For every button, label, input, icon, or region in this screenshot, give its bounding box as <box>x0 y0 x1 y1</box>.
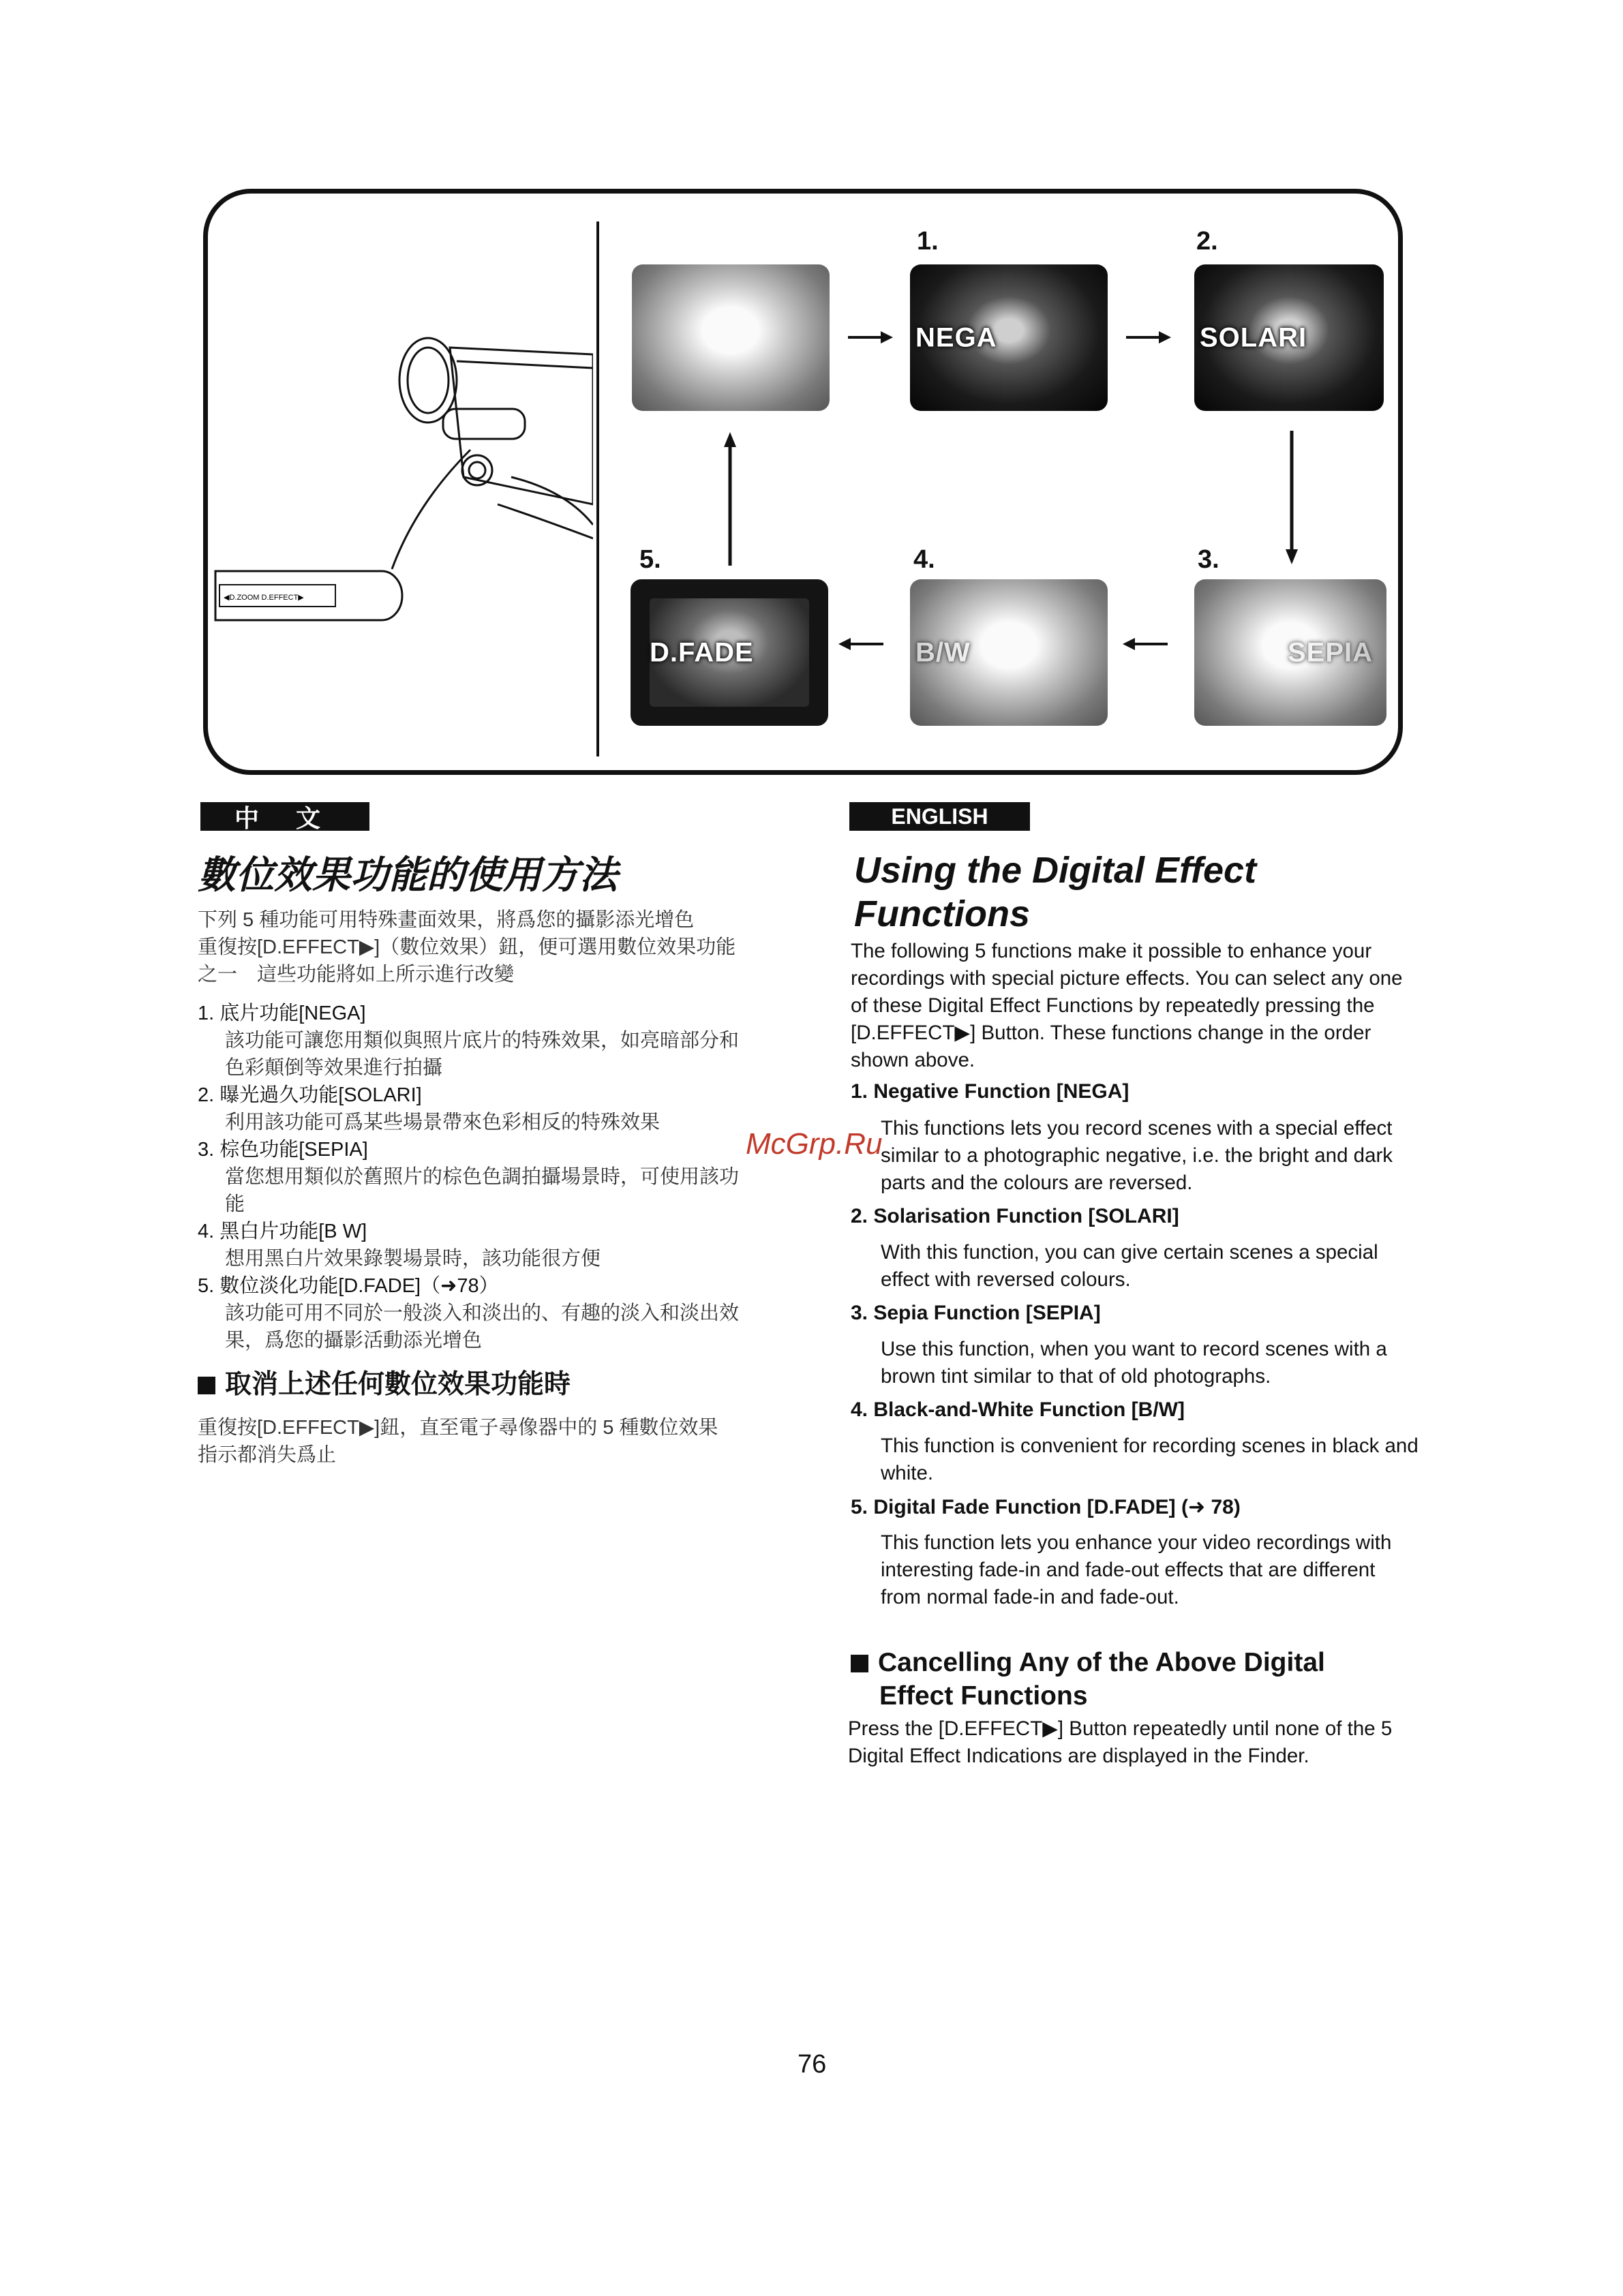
chinese-cancel-heading <box>198 1363 571 1401</box>
chinese-cancel-body: 指示都消失爲止 <box>198 1444 337 1466</box>
english-cancel-heading-text: Effect Functions <box>879 1681 1088 1711</box>
english-item-body: This function is convenient for recording scenes in black and white. <box>881 1435 1419 1484</box>
english-item-title: 4. Black-and-White Function [B/W] <box>851 1398 1185 1421</box>
english-item-body: With this function, you can give certain scenes a special effect with reversed colours. <box>881 1241 1378 1291</box>
arrow-right-1 <box>847 327 894 348</box>
arrow-down <box>1281 429 1302 566</box>
arrow-up <box>720 431 740 567</box>
chinese-item-body: 該功能可讓您用類似與照片底片的特殊效果，如亮暗部分和 <box>225 1030 740 1052</box>
effect-label-bw: B/W <box>915 637 971 667</box>
chinese-item-title: 4. 黑白片功能[B W] <box>198 1221 367 1242</box>
camcorder-illustration <box>211 300 593 627</box>
chinese-intro-line: 重復按[D.EFFECT▶]（數位效果）鈕，便可選用數位效果功能 <box>198 936 736 958</box>
chinese-title: 數位效果功能的使用方法 <box>198 853 618 896</box>
camera-button-label: ◀D.ZOOM D.EFFECT▶ <box>224 594 304 602</box>
section-badge-english: ENGLISH <box>849 802 1030 831</box>
chinese-item-body: 能 <box>225 1193 245 1215</box>
effect-label-sepia: SEPIA <box>1287 637 1373 667</box>
section-badge-chinese: 中 文 <box>200 802 369 831</box>
chinese-item-body: 利用該功能可爲某些場景帶來色彩相反的特殊效果 <box>225 1112 661 1133</box>
effect-photo-bw <box>910 579 1108 726</box>
english-title-line: Using the Digital Effect <box>854 850 1257 891</box>
chinese-item-title: 3. 棕色功能[SEPIA] <box>198 1139 368 1161</box>
english-cancel-heading <box>851 1646 1325 1713</box>
chinese-cancel-heading-text: 取消上述任何數位效果功能時 <box>225 1370 571 1399</box>
step-number-1: 1. <box>917 227 939 256</box>
english-cancel-body: Press the [D.EFFECT▶] Button repeatedly until none of the 5 Digital Effect Indications are displayed in the Finder. <box>848 1717 1393 1767</box>
english-title-line: Functions <box>854 893 1030 934</box>
step-number-5: 5. <box>639 545 661 574</box>
watermark: McGrp.Ru <box>746 1127 883 1161</box>
arrow-right-2 <box>1125 327 1172 348</box>
english-item-body: This function lets you enhance your video recordings with interesting fade-in and fade-out effects that are different from normal fade-in and fade-out. <box>881 1531 1392 1608</box>
english-item-title: 1. Negative Function [NEGA] <box>851 1080 1129 1103</box>
english-item-body: This functions lets you record scenes with a special effect similar to a photographic negative, i.e. the bright and dark parts and the colours are reversed. <box>881 1117 1393 1194</box>
english-item-title: 5. Digital Fade Function [D.FADE] (➜ 78) <box>851 1496 1241 1518</box>
effect-label-solari: SOLARI <box>1200 322 1307 352</box>
camera-button-callout <box>215 571 402 620</box>
effect-label-nega: NEGA <box>915 322 997 352</box>
chinese-cancel-body: 重復按[D.EFFECT▶]鈕，直至電子尋像器中的 5 種數位效果 <box>198 1417 718 1439</box>
bullet-square <box>851 1655 868 1672</box>
arrow-left-2 <box>837 634 885 654</box>
step-number-3: 3. <box>1198 545 1219 574</box>
english-cancel-heading-text: Cancelling Any of the Above Digital <box>878 1648 1325 1677</box>
effect-photo-original <box>632 264 830 411</box>
english-intro: The following 5 functions make it possible to enhance your recordings with special picture effects. You can select any one of these Digital Effect Functions by repeatedly pressing the [D.EFFECT▶] Button. These functions change in the order shown above. <box>851 940 1403 1071</box>
effect-photo-solari <box>1194 264 1384 411</box>
english-item-title: 3. Sepia Function [SEPIA] <box>851 1302 1101 1324</box>
english-title <box>854 848 1256 936</box>
chinese-intro-line: 下列 5 種功能可用特殊畫面效果，將爲您的攝影添光增色 <box>198 909 695 931</box>
chinese-item-body: 想用黑白片效果錄製場景時，該功能很方便 <box>225 1248 601 1270</box>
step-number-4: 4. <box>913 545 935 574</box>
effect-photo-dfade <box>631 579 828 726</box>
effect-photo-nega <box>910 264 1108 411</box>
chinese-item-title: 1. 底片功能[NEGA] <box>198 1002 366 1024</box>
effect-photo-sepia <box>1194 579 1386 726</box>
page-number: 76 <box>798 2050 827 2079</box>
bullet-square <box>198 1377 215 1394</box>
english-item-title: 2. Solarisation Function [SOLARI] <box>851 1205 1179 1227</box>
step-number-2: 2. <box>1196 227 1218 256</box>
chinese-item-body: 該功能可用不同於一般淡入和淡出的、有趣的淡入和淡出效 <box>225 1302 740 1324</box>
chinese-item-body: 當您想用類似於舊照片的棕色色調拍攝場景時，可使用該功 <box>225 1166 740 1188</box>
english-item-body: Use this function, when you want to record scenes with a brown tint similar to that of old photographs. <box>881 1338 1387 1388</box>
chinese-item-title: 2. 曝光過久功能[SOLARI] <box>198 1084 422 1106</box>
chinese-item-body: 色彩顛倒等效果進行拍攝 <box>225 1057 443 1079</box>
chinese-intro-line: 之一 這些功能將如上所示進行改變 <box>198 964 515 985</box>
illustration-divider <box>596 221 599 756</box>
chinese-item-body: 果，爲您的攝影活動添光增色 <box>225 1330 483 1351</box>
effect-label-dfade: D.FADE <box>650 637 754 667</box>
chinese-item-title: 5. 數位淡化功能[D.FADE]（➜78） <box>198 1275 499 1297</box>
arrow-left-1 <box>1121 634 1169 654</box>
